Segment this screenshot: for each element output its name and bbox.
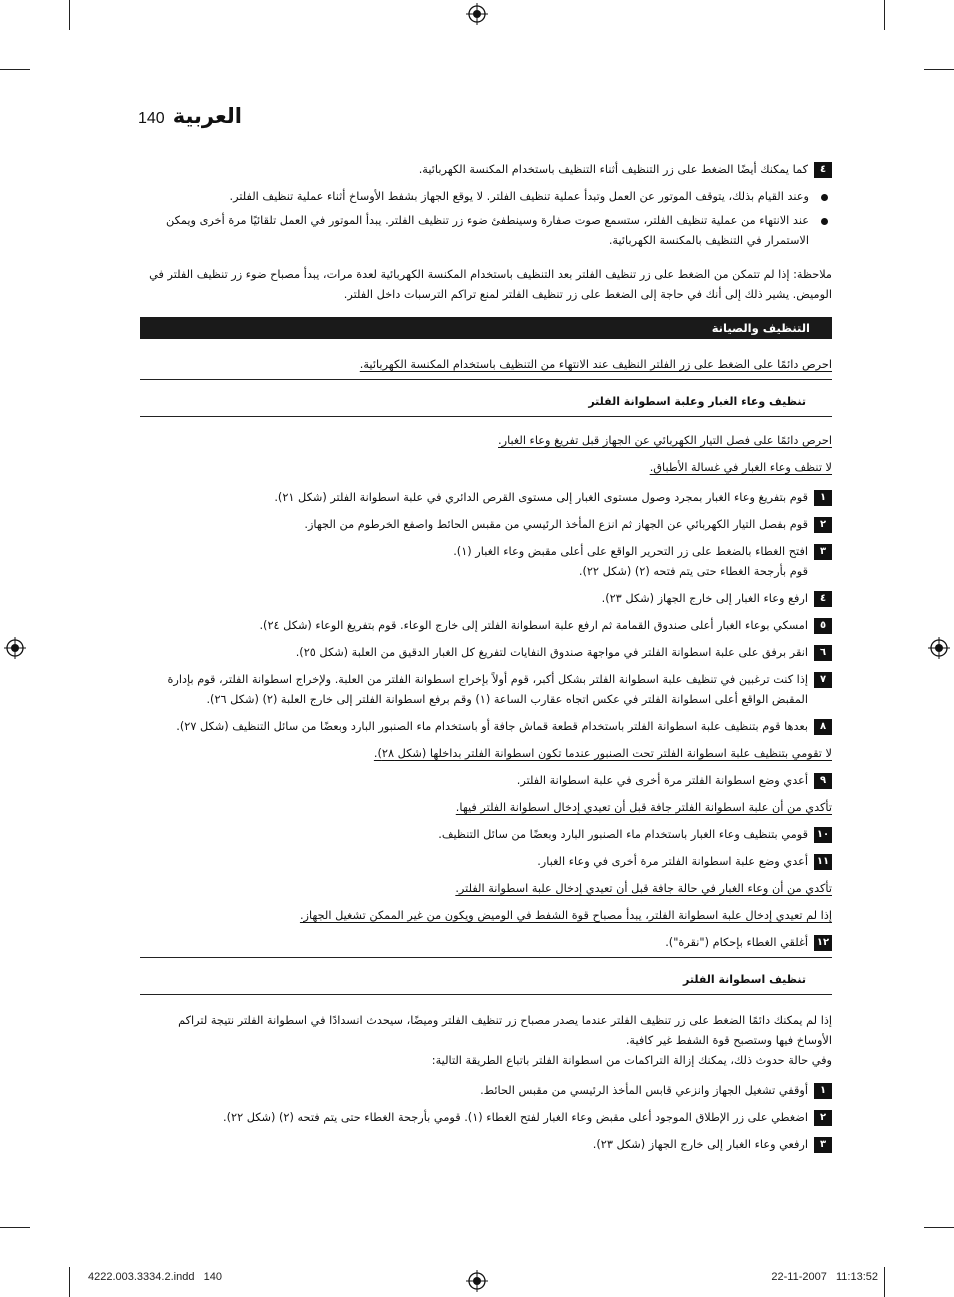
document-body (140, 160, 832, 1162)
note-paragraph: ملاحظة: إذا لم تتمكن من الضغط على زر تنظيف الفلتر بعد التنظيف باستخدام المكنسة الكهربائية لعدة مرات، يبدأ مصباح ضوء زر تنظيف الفلتر في الوميض. يشير ذلك إلى أنك في حاجة إلى الضغط على زر تنظيف الفلتر لمنع تراكم الترسبات داخل الفلتر. (149, 268, 832, 301)
list-item (140, 488, 832, 508)
step-number-badge: ١١ (814, 854, 832, 870)
list-item (140, 771, 832, 791)
list-item (140, 616, 832, 636)
list-item (140, 542, 832, 582)
bullet-text: عند الانتهاء من عملية تنظيف الفلتر، ستسمع صوت صفارة وسينطفئ ضوء زر تنظيف الفلتر. يبدأ الموتور في العمل تلقائيًا مرة أخرى ويمكن الاستمرار في التنظيف بالمكنسة الكهربائية. (166, 214, 809, 247)
crop-mark (924, 69, 954, 70)
warning-text: إذا لم تعيدي إدخال علبة اسطوانة الفلتر، يبدأ مصباح قوة الشفط في الوميض ويكون من غير الممكن تشغيل الجهاز. (299, 909, 832, 922)
step-number-badge: ٢ (814, 1110, 832, 1126)
list-item (140, 1108, 832, 1128)
step-text: أعدي وضع اسطوانة الفلتر مرة أخرى في علبة اسطوانة الفلتر. (516, 774, 808, 787)
list-item (140, 589, 832, 609)
crop-mark (0, 1227, 30, 1228)
page-number: 140 (138, 110, 165, 127)
step-number-badge: ٥ (814, 618, 832, 634)
list-item (140, 1135, 832, 1155)
step-text: أعدي وضع علبة اسطوانة الفلتر مرة أخرى في وعاء الغبار. (537, 855, 808, 868)
step-text: قومي بتنظيف وعاء الغبار باستخدام ماء الصنبور البارد وبعضًا من سائل التنظيف. (438, 828, 808, 841)
step-text: إذا كنت ترغبين في تنظيف علبة اسطوانة الفلتر بشكل أكبر، قوم أولاً بإخراج اسطوانة الفلتر من العلبة. ولإخراج اسطوانة الفلتر، قوم بإدارة المقبض الواقع أعلى اسطوانة الفلتر في عكس اتجاه عقارب الساعة (١) وقم برفع اسطوانة الفلتر إلى خارج العلبة (٢) (شكل ٢٦). (167, 673, 808, 706)
list-item (140, 1081, 832, 1101)
list-item (140, 825, 832, 845)
crop-mark (0, 69, 30, 70)
list-item (140, 515, 832, 535)
warning-text: لا تقومي بتنظيف علبة اسطوانة الفلتر تحت الصنبور عندما تكون اسطوانة الفلتر بداخلها (شكل ٢٨). (373, 747, 832, 760)
step-text: كما يمكنك أيضًا الضغط على زر التنظيف أثناء التنظيف باستخدام المكنسة الكهربائية. (418, 163, 808, 176)
body-paragraph: وفي حالة حدوث ذلك، يمكنك إزالة التراكمات من اسطوانة الفلتر باتباع الطريقة التالية: (431, 1054, 832, 1067)
step-number-badge: ٩ (814, 773, 832, 789)
bullet-icon (821, 218, 828, 225)
bullet-text: وعند القيام بذلك، يتوقف الموتور عن العمل وتبدأ عملية تنظيف الفلتر. لا يوقع الجهاز بشفط الأوساخ أثناء عملية تنظيف الفلتر. (229, 190, 809, 203)
step-text: قوم بتفريغ وعاء الغبار بمجرد وصول مستوى الغبار إلى مستوى القرص الدائري في علبة اسطوانة الفلتر (شكل ٢١). (274, 491, 808, 504)
step-number-badge: ١ (814, 490, 832, 506)
registration-mark-icon (4, 637, 26, 659)
warning-text: لا تنظف وعاء الغبار في غسالة الأطباق. (649, 461, 832, 474)
footer-file-name: 4222.003.3334.2.indd 140 (88, 1271, 222, 1283)
divider (140, 379, 832, 380)
crop-mark (884, 0, 885, 30)
step-text: افتح الغطاء بالضغط على زر التحرير الواقع على أعلى مقبض وعاء الغبار (١). قوم بأرجحة الغطاء حتى يتم فتحه (٢) (شكل ٢٢). (453, 545, 808, 578)
warning-text: احرص دائمًا على الضغط على زر الفلتر النظيف عند الانتهاء من التنظيف باستخدام المكنسة الكهربائية. (359, 358, 832, 371)
step-text: انقر برفق على علبة اسطوانة الفلتر في مواجهة صندوق النفايات لتفريغ كل الغبار الدقيق من العلبة (شكل ٢٥). (295, 646, 808, 659)
step-text: بعدها قوم بتنظيف علبة اسطوانة الفلتر باستخدام قطعة قماش جافة أو باستخدام ماء الصنبور البارد وبعضًا من سائل التنظيف (شكل ٢٧). (176, 720, 808, 733)
list-item (140, 933, 832, 953)
crop-mark (924, 1227, 954, 1228)
step-number-badge: ٣ (814, 1137, 832, 1153)
step-text: اضغطي على زر الإطلاق الموجود أعلى مقبض وعاء الغبار لفتح الغطاء (١). قومي بأرجحة الغطاء حتى يتم فتحه (٢) (شكل ٢٢). (223, 1111, 808, 1124)
step-number-badge: ٨ (814, 719, 832, 735)
page-language-title: العربية (172, 104, 242, 128)
page-header (138, 104, 242, 128)
step-number-badge: ٢ (814, 517, 832, 533)
list-item (140, 852, 832, 872)
step-number-badge: ٧ (814, 672, 832, 688)
divider (140, 957, 832, 958)
step-number-badge: ٤ (814, 162, 832, 178)
registration-mark-icon (466, 3, 488, 25)
warning-text: احرص دائمًا على فصل التيار الكهربائي عن الجهاز قبل تفريغ وعاء الغبار. (498, 434, 832, 447)
list-item (140, 187, 832, 207)
subsection-title: تنظيف وعاء الغبار وعلبة اسطوانة الفلتر (140, 392, 832, 417)
list-item (140, 211, 832, 251)
list-item (140, 643, 832, 663)
list-item (140, 160, 832, 180)
print-footer (0, 1271, 954, 1287)
step-number-badge: ٣ (814, 544, 832, 560)
warning-text: تأكدي من أن وعاء الغبار في حالة جافة قبل أن تعيدي إدخال علبة اسطوانة الفلتر. (455, 882, 832, 895)
step-number-badge: ٤ (814, 591, 832, 607)
step-text: ارفعي وعاء الغبار إلى خارج الجهاز (شكل ٢٣). (592, 1138, 808, 1151)
step-number-badge: ٦ (814, 645, 832, 661)
step-text: أوقفي تشغيل الجهاز وانزعي قابس المأخذ الرئيسي من مقبس الحائط. (480, 1084, 808, 1097)
step-number-badge: ١ (814, 1083, 832, 1099)
step-text: ارفع وعاء الغبار إلى خارج الجهاز (شكل ٢٣). (601, 592, 808, 605)
list-item (140, 717, 832, 737)
body-paragraph: إذا لم يمكنك دائمًا الضغط على زر تنظيف الفلتر عندما يصدر مصباح زر تنظيف الفلتر وميضًا، سيحدث انسدادًا في اسطوانة الفلتر نتيجة لتراكم الأوساخ فيها وستصبح قوة الشفط غير كافية. (178, 1014, 832, 1047)
step-text: امسكي بوعاء الغبار أعلى صندوق القمامة ثم ارفع علبة اسطوانة الفلتر إلى خارج الوعاء. قوم بتفريغ الوعاء (شكل ٢٤). (259, 619, 808, 632)
footer-timestamp: 22-11-2007 11:13:52 (771, 1271, 878, 1283)
step-text: أغلقي الغطاء بإحكام ("نقرة"). (665, 936, 808, 949)
list-item (140, 670, 832, 710)
warning-text: تأكدي من أن علبة اسطوانة الفلتر جافة قبل أن تعيدي إدخال اسطوانة الفلتر فيها. (455, 801, 832, 814)
subsection-title: تنظيف اسطوانة الفلتر (140, 970, 832, 995)
step-text: قوم بفصل التيار الكهربائي عن الجهاز ثم انزع المأخذ الرئيسي من مقبس الحائط واصفع الخرطوم من الجهاز. (304, 518, 808, 531)
crop-mark (69, 0, 70, 30)
step-number-badge: ١٠ (814, 827, 832, 843)
section-title: التنظيف والصيانة (140, 317, 832, 339)
bullet-icon (821, 194, 828, 201)
registration-mark-icon (928, 637, 950, 659)
step-number-badge: ١٢ (814, 935, 832, 951)
